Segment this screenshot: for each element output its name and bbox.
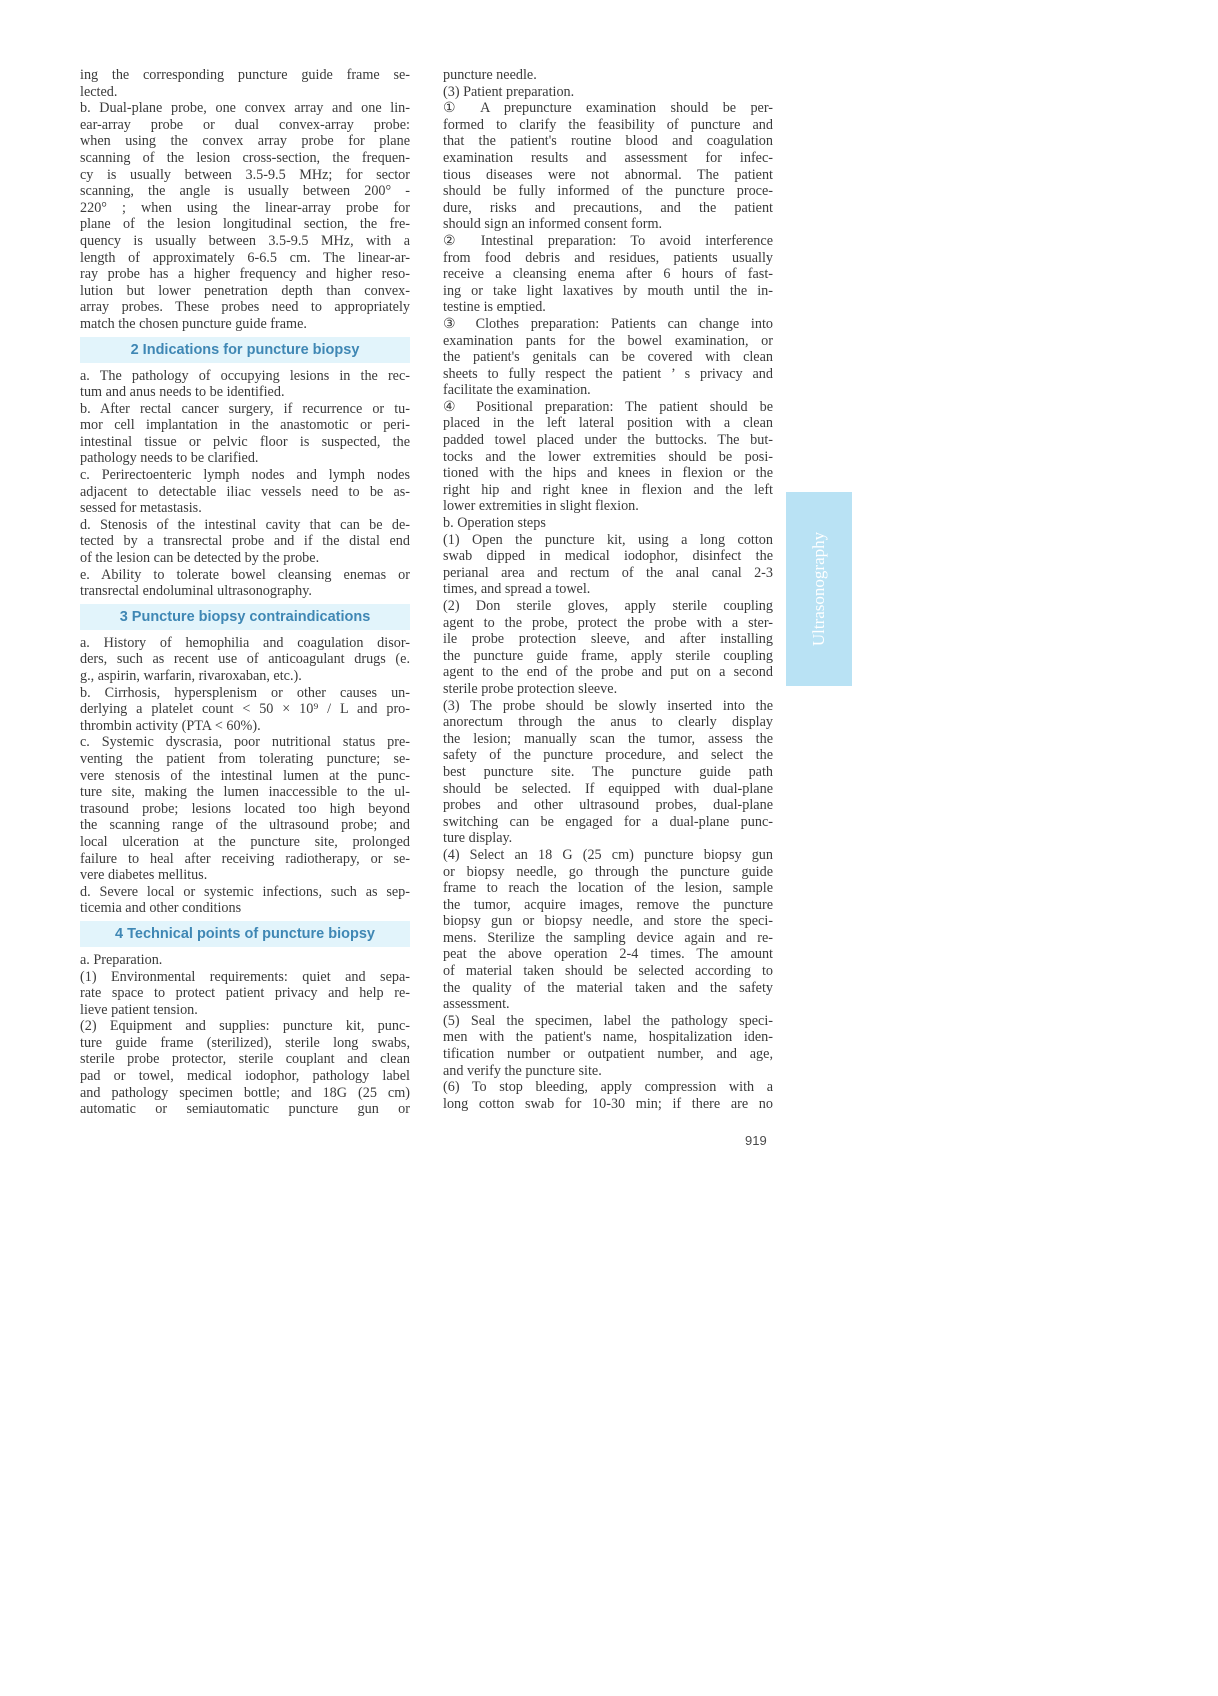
text-line: sessed for metastasis.: [80, 500, 202, 517]
paragraph: [80, 685, 410, 735]
text-line: that the patient's routine blood and coagulation: [443, 133, 773, 150]
paragraph: [443, 1079, 773, 1112]
text-line: should be selected. If equipped with dual-plane: [443, 780, 773, 797]
text-line: ders, such as recent use of anticoagulant drugs (e.: [80, 651, 410, 668]
text-line: ture guide frame (sterilized), sterile long swabs,: [80, 1034, 410, 1051]
text-line: mens. Sterilize the sampling device again and re-: [443, 929, 773, 946]
text-line: should be fully informed of the puncture proce-: [443, 183, 773, 200]
paragraph: [443, 67, 773, 84]
text-line: d. Stenosis of the intestinal cavity that can be de-: [80, 516, 410, 533]
text-line: b. After rectal cancer surgery, if recurrence or tu-: [80, 400, 410, 417]
text-line: testine is emptied.: [443, 299, 546, 316]
text-line: (3) Patient preparation.: [443, 83, 575, 100]
text-line: d. Severe local or systemic infections, such as sep-: [80, 883, 410, 900]
text-line: lected.: [80, 83, 118, 100]
text-line: pathology needs to be clarified.: [80, 450, 259, 467]
text-line: ray probe has a higher frequency and higher reso-: [80, 266, 410, 283]
paragraph: [443, 84, 773, 101]
text-line: padded towel placed under the buttocks. The but-: [443, 432, 773, 449]
text-line: venting the patient from tolerating puncture; se-: [80, 750, 410, 767]
paragraph: [443, 847, 773, 1013]
text-line: men with the patient's name, hospitalization iden-: [443, 1029, 773, 1046]
text-line: c. Systemic dyscrasia, poor nutritional status pre-: [80, 734, 410, 751]
text-line: a. History of hemophilia and coagulation disor-: [80, 634, 410, 651]
text-line: tioned with the hips and knees in flexion or the: [443, 465, 773, 482]
text-line: facilitate the examination.: [443, 382, 591, 399]
text-line: puncture needle.: [443, 67, 537, 83]
paragraph: [80, 1018, 410, 1118]
text-line: biopsy gun or biopsy needle, and store the speci-: [443, 913, 773, 930]
text-line: scanning of the lesion cross-section, the frequen-: [80, 149, 410, 166]
paragraph: [443, 515, 773, 532]
paragraph: [80, 969, 410, 1019]
text-line: ture display.: [443, 830, 513, 847]
text-line: examination pants for the bowel examination, or: [443, 332, 773, 349]
text-line: ③ Clothes preparation: Patients can change into: [443, 315, 773, 332]
text-line: ing or take light laxatives by mouth until the in-: [443, 282, 773, 299]
text-line: sheets to fully respect the patient ’ s privacy and: [443, 365, 773, 382]
text-line: tum and anus needs to be identified.: [80, 384, 285, 401]
text-line: dure, risks and precautions, and the patient: [443, 199, 773, 216]
text-line: when using the convex array probe for plane: [80, 133, 410, 150]
text-line: the quality of the material taken and the safety: [443, 979, 773, 996]
text-line: formed to clarify the feasibility of puncture and: [443, 116, 773, 133]
text-line: ile probe protection sleeve, and after installing: [443, 631, 773, 648]
text-line: the lesion; manually scan the tumor, assess the: [443, 730, 773, 747]
text-line: b. Dual-plane probe, one convex array and one lin-: [80, 100, 410, 117]
text-line: ticemia and other conditions: [80, 900, 242, 917]
text-line: and pathology specimen bottle; and 18G (25 cm): [80, 1084, 410, 1101]
text-line: ② Intestinal preparation: To avoid interference: [443, 232, 773, 249]
text-line: ④ Positional preparation: The patient should be: [443, 398, 773, 415]
text-line: perianal area and rectum of the anal canal 2-3: [443, 564, 773, 581]
text-line: g., aspirin, warfarin, rivaroxaban, etc.).: [80, 668, 302, 684]
text-line: sterile probe protector, sterile couplant and clean: [80, 1051, 410, 1068]
text-line: examination results and assessment for infec-: [443, 149, 773, 166]
paragraph: [80, 368, 410, 401]
page-number: 919: [745, 1133, 767, 1148]
paragraph: [80, 517, 410, 567]
text-line: and verify the puncture site.: [443, 1062, 602, 1079]
paragraph: [443, 1013, 773, 1079]
text-line: of material taken should be selected according to: [443, 963, 773, 980]
text-line: b. Operation steps: [443, 515, 546, 532]
text-line: the scanning range of the ultrasound probe; and: [80, 817, 410, 834]
text-line: swab dipped in medical iodophor, disinfect the: [443, 548, 773, 565]
text-line: derlying a platelet count < 50 × 10⁹ / L and pro-: [80, 701, 410, 718]
text-line: array probes. These probes need to appropriately: [80, 299, 410, 316]
text-line: switching can be engaged for a dual-plane punc-: [443, 813, 773, 830]
section-heading: 3 Puncture biopsy contraindications: [80, 604, 410, 630]
paragraph: [80, 67, 410, 100]
paragraph: [80, 401, 410, 467]
text-line: a. Preparation.: [80, 951, 163, 968]
text-line: placed in the left lateral position with a clean: [443, 415, 773, 432]
text-line: (4) Select an 18 G (25 cm) puncture biopsy gun: [443, 846, 773, 863]
text-line: frame to reach the location of the lesion, sample: [443, 880, 773, 897]
paragraph: [443, 399, 773, 515]
paragraph: [443, 316, 773, 399]
text-line: lower extremities in slight flexion.: [443, 498, 639, 515]
text-line: anorectum through the anus to clearly display: [443, 714, 773, 731]
paragraph: [80, 952, 410, 969]
paragraph: [80, 100, 410, 332]
paragraph: [443, 532, 773, 598]
text-line: should sign an informed consent form.: [443, 216, 663, 233]
text-line: (2) Don sterile gloves, apply sterile coupling: [443, 598, 773, 614]
text-line: probes and other ultrasound probes, dual-plane: [443, 797, 773, 814]
text-line: rate space to protect patient privacy and help re-: [80, 985, 410, 1002]
text-line: trasound probe; lesions located too high beyond: [80, 800, 410, 817]
paragraph: [80, 567, 410, 600]
text-line: vere stenosis of the intestinal lumen at the punc-: [80, 767, 410, 784]
text-line: tected by a transrectal probe and if the distal end: [80, 533, 410, 550]
text-line: scanning, the angle is usually between 200° -: [80, 183, 410, 200]
text-line: length of approximately 6-6.5 cm. The linear-ar-: [80, 249, 410, 266]
paragraph: [443, 233, 773, 316]
text-line: times, and spread a towel.: [443, 581, 591, 598]
section-heading: 4 Technical points of puncture biopsy: [80, 921, 410, 947]
paragraph: [80, 635, 410, 685]
text-line: e. Ability to tolerate bowel cleansing enemas or: [80, 566, 410, 583]
paragraph: [443, 100, 773, 233]
text-line: lution but lower penetration depth than convex-: [80, 282, 410, 299]
text-line: safety of the puncture procedure, and select the: [443, 747, 773, 764]
text-line: (1) Environmental requirements: quiet and sepa-: [80, 968, 410, 985]
text-line: (5) Seal the specimen, label the pathology speci-: [443, 1012, 773, 1029]
text-line: ture site, making the lumen inaccessible to the ul-: [80, 784, 410, 801]
side-tab-label: Ultrasonography: [809, 531, 828, 647]
text-line: the tumor, acquire images, remove the puncture: [443, 896, 773, 913]
text-line: lieve patient tension.: [80, 1001, 198, 1018]
text-line: tocks and the lower extremities should be posi-: [443, 448, 773, 465]
text-line: (1) Open the puncture kit, using a long cotton: [443, 531, 773, 548]
text-line: vere diabetes mellitus.: [80, 867, 208, 884]
text-line: right hip and right knee in flexion and the left: [443, 481, 773, 498]
text-line: ing the corresponding puncture guide frame se-: [80, 67, 410, 83]
text-line: receive a cleansing enema after 6 hours of fast-: [443, 266, 773, 283]
text-line: transrectal endoluminal ultrasonography.: [80, 583, 312, 600]
text-line: match the chosen puncture guide frame.: [80, 315, 307, 332]
text-line: (3) The probe should be slowly inserted into the: [443, 697, 773, 714]
text-line: or biopsy needle, go through the puncture guide: [443, 863, 773, 880]
paragraph: [80, 884, 410, 917]
text-line: from food debris and residues, patients usually: [443, 249, 773, 266]
text-line: long cotton swab for 10-30 min; if there are no: [443, 1095, 773, 1112]
text-line: agent to the probe, protect the probe with a ster-: [443, 614, 773, 631]
text-line: automatic or semiautomatic puncture gun or: [80, 1101, 410, 1118]
text-line: peat the above operation 2-4 times. The amount: [443, 946, 773, 963]
section-heading: 2 Indications for puncture biopsy: [80, 337, 410, 363]
text-line: of the lesion can be detected by the probe.: [80, 550, 320, 567]
text-line: a. The pathology of occupying lesions in the rec-: [80, 367, 410, 384]
text-line: plane of the lesion longitudinal section, the fre-: [80, 216, 410, 233]
text-line: c. Perirectoenteric lymph nodes and lymph nodes: [80, 467, 410, 484]
text-line: (2) Equipment and supplies: puncture kit, punc-: [80, 1018, 410, 1035]
text-line: the puncture guide frame, apply sterile coupling: [443, 647, 773, 664]
text-line: agent to the end of the probe and put on a second: [443, 664, 773, 681]
text-line: (6) To stop bleeding, apply compression with a: [443, 1079, 773, 1096]
text-line: b. Cirrhosis, hypersplenism or other causes un-: [80, 684, 410, 701]
paragraph: [80, 467, 410, 517]
text-line: cy is usually between 3.5-9.5 MHz; for sector: [80, 166, 410, 183]
paragraph: [80, 734, 410, 883]
side-tab: [786, 492, 852, 686]
text-line: mor cell implantation in the anastomotic or peri-: [80, 417, 410, 434]
text-line: quency is usually between 3.5-9.5 MHz, with a: [80, 232, 410, 249]
text-line: adjacent to detectable iliac vessels need to be as-: [80, 483, 410, 500]
text-line: assessment.: [443, 996, 510, 1013]
text-line: the patient's genitals can be covered with clean: [443, 349, 773, 366]
right-column: [443, 67, 773, 1112]
paragraph: [443, 598, 773, 698]
text-line: tification number or outpatient number, and age,: [443, 1046, 773, 1063]
text-line: intestinal tissue or pelvic floor is suspected, the: [80, 433, 410, 450]
text-line: pad or towel, medical iodophor, pathology label: [80, 1068, 410, 1085]
text-line: local ulceration at the puncture site, prolonged: [80, 833, 410, 850]
text-line: sterile probe protection sleeve.: [443, 680, 618, 697]
text-line: 220° ; when using the linear-array probe for: [80, 199, 410, 216]
paragraph: [443, 698, 773, 847]
text-line: best puncture site. The puncture guide path: [443, 763, 773, 780]
left-column: [80, 67, 410, 1118]
text-line: ear-array probe or dual convex-array probe:: [80, 116, 410, 133]
text-line: tious diseases were not abnormal. The patient: [443, 166, 773, 183]
text-line: failure to heal after receiving radiotherapy, or se-: [80, 850, 410, 867]
text-line: ① A prepuncture examination should be per-: [443, 100, 773, 117]
text-line: thrombin activity (PTA < 60%).: [80, 717, 261, 734]
